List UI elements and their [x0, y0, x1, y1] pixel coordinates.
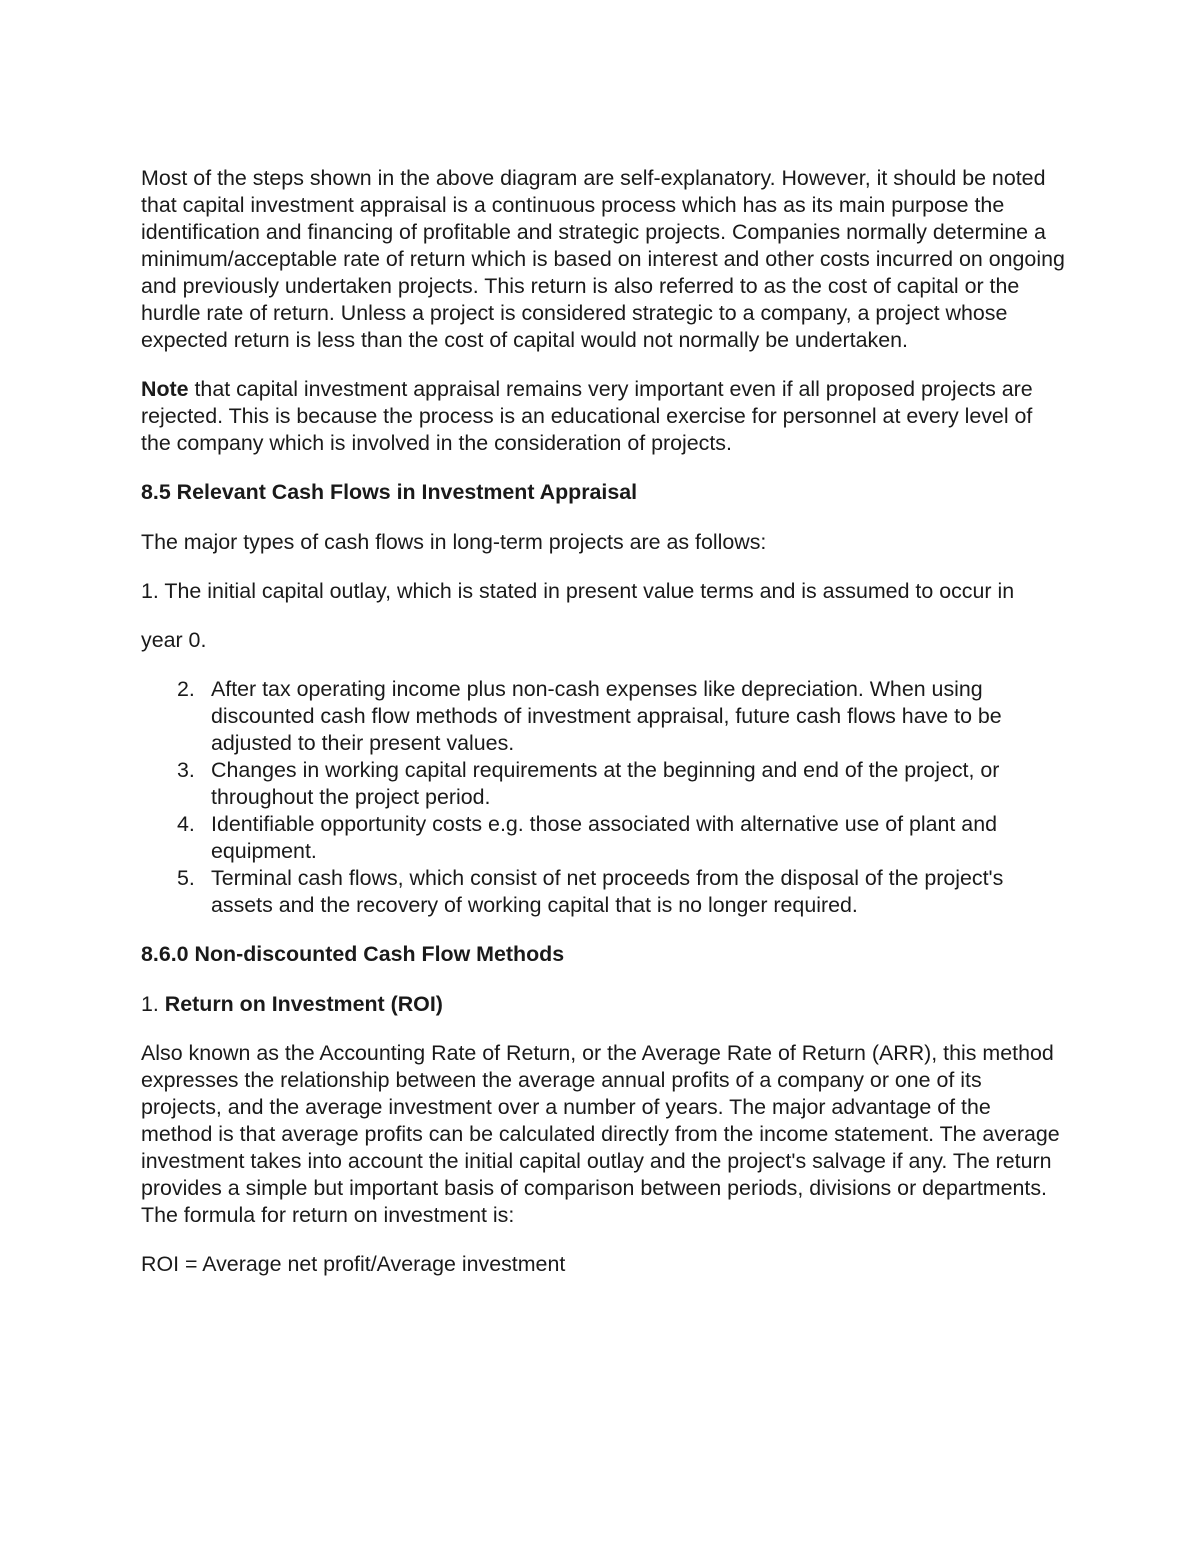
list-item [141, 865, 1066, 919]
document-page [141, 165, 1066, 1300]
list-item-text: Terminal cash flows, which consist of net proceeds from the disposal of the project's assets and the recovery of working capital that is no longer required. [211, 866, 1004, 917]
section-heading-8-5: 8.5 Relevant Cash Flows in Investment Appraisal [141, 480, 638, 504]
note-label: Note [141, 377, 189, 401]
roi-title: Return on Investment (ROI) [164, 992, 443, 1016]
cash-flow-item-1-continuation: year 0. [141, 628, 207, 652]
roi-paragraph: Also known as the Accounting Rate of Return, or the Average Rate of Return (ARR), this method expresses the relationship between the average annual profits of a company or one of its projects, and the average investment over a number of years. The major advantage of the method is that average profits can be calculated directly from the income statement. The average investment takes into account the initial capital outlay and the project's salvage if any. The return provides a simple but important basis of comparison between periods, divisions or departments. The formula for return on investment is: [141, 1041, 1060, 1227]
note-text: that capital investment appraisal remains very important even if all proposed projects are rejected. This is because the process is an educational exercise for personnel at every level of the company which is involved in the consideration of projects. [141, 377, 1033, 455]
paragraph-steps-explanation: Most of the steps shown in the above diagram are self-explanatory. However, it should be noted that capital investment appraisal is a continuous process which has as its main purpose the identification and financing of profitable and strategic projects. Companies normally determine a minimum/acceptable rate of return which is based on interest and other costs incurred on ongoing and previously undertaken projects. This return is also referred to as the cost of capital or the hurdle rate of return. Unless a project is considered strategic to a company, a project whose expected return is less than the cost of capital would not normally be undertaken. [141, 166, 1065, 352]
list-item [141, 757, 1066, 811]
list-item [141, 811, 1066, 865]
cash-flow-list [141, 676, 1066, 919]
list-item-text: After tax operating income plus non-cash expenses like depreciation. When using discounted cash flow methods of investment appraisal, future cash flows have to be adjusted to their present values. [211, 677, 1002, 755]
list-item-text: Changes in working capital requirements at the beginning and end of the project, or throughout the project period. [211, 758, 1000, 809]
roi-number: 1. [141, 992, 165, 1016]
list-item [141, 676, 1066, 757]
list-item-number: 3. [177, 758, 195, 782]
cash-flow-item-1: 1. The initial capital outlay, which is stated in present value terms and is assumed to occur in [141, 579, 1015, 603]
paragraph-note [141, 376, 1066, 457]
list-item-text: Identifiable opportunity costs e.g. those associated with alternative use of plant and equipment. [211, 812, 998, 863]
list-item-number: 4. [177, 812, 195, 836]
section-heading-8-6-0: 8.6.0 Non-discounted Cash Flow Methods [141, 942, 565, 966]
list-item-number: 2. [177, 677, 195, 701]
roi-formula: ROI = Average net profit/Average investment [141, 1252, 566, 1276]
cash-flows-intro: The major types of cash flows in long-term projects are as follows: [141, 530, 767, 554]
roi-subheading [141, 991, 1066, 1018]
list-item-number: 5. [177, 866, 195, 890]
